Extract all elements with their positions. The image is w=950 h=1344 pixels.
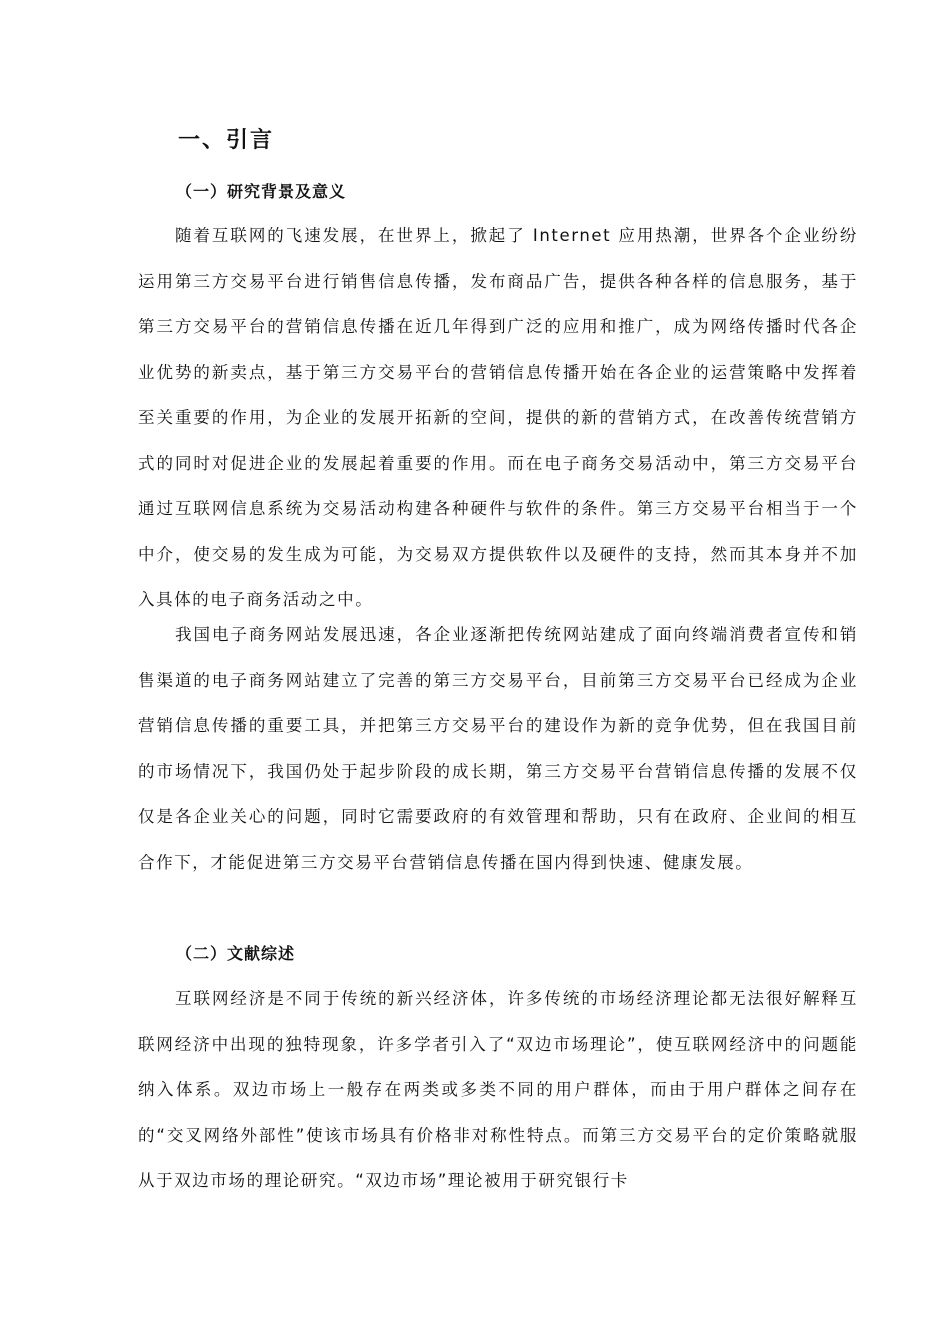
chapter-heading: 一、引言 [178,128,275,153]
paragraph-background-2: 我国电子商务网站发展迅速，各企业逐渐把传统网站建成了面向终端消费者宣传和销售渠道的电子商务网站建立了完善的第三方交易平台，目前第三方交易平台已经成为企业营销信息传播的重要工具，并把第三方交易平台的建设作为新的竞争优势，但在我国目前的市场情况下，我国仍处于起步阶段的成长期，第三方交易平台营销信息传播的发展不仅仅是各企业关心的问题，同时它需要政府的有效管理和帮助，只有在政府、企业间的相互合作下，才能促进第三方交易平台营销信息传播在国内得到快速、健康发展。 [138,625,858,872]
section-title-background: （一）研究背景及意义 [176,182,347,201]
paragraph-background-1: 随着互联网的飞速发展，在世界上，掀起了 Internet 应用热潮，世界各个企业纷纷运用第三方交易平台进行销售信息传播，发布商品广告，提供各种各样的信息服务，基于第三方交易平台的营销信息传播在近几年得到广泛的应用和推广，成为网络传播时代各企业优势的新卖点，基于第三方交易平台的营销信息传播开始在各企业的运营策略中发挥着至关重要的作用，为企业的发展开拓新的空间，提供的新的营销方式，在改善传统营销方式的同时对促进企业的发展起着重要的作用。而在电子商务交易活动中，第三方交易平台通过互联网信息系统为交易活动构建各种硬件与软件的条件。第三方交易平台相当于一个中介，使交易的发生成为可能，为交易双方提供软件以及硬件的支持，然而其本身并不加入具体的电子商务活动之中。 [138,226,858,609]
section-title-literature-review: （二）文献综述 [176,944,296,963]
paragraph-literature-review-1: 互联网经济是不同于传统的新兴经济体，许多传统的市场经济理论都无法很好解释互联网经济中出现的独特现象，许多学者引入了“双边市场理论”，使互联网经济中的问题能纳入体系。双边市场上一般存在两类或多类不同的用户群体，而由于用户群体之间存在的“交叉网络外部性”使该市场具有价格非对称性特点。而第三方交易平台的定价策略就服从于双边市场的理论研究。“双边市场”理论被用于研究银行卡 [138,989,858,1190]
